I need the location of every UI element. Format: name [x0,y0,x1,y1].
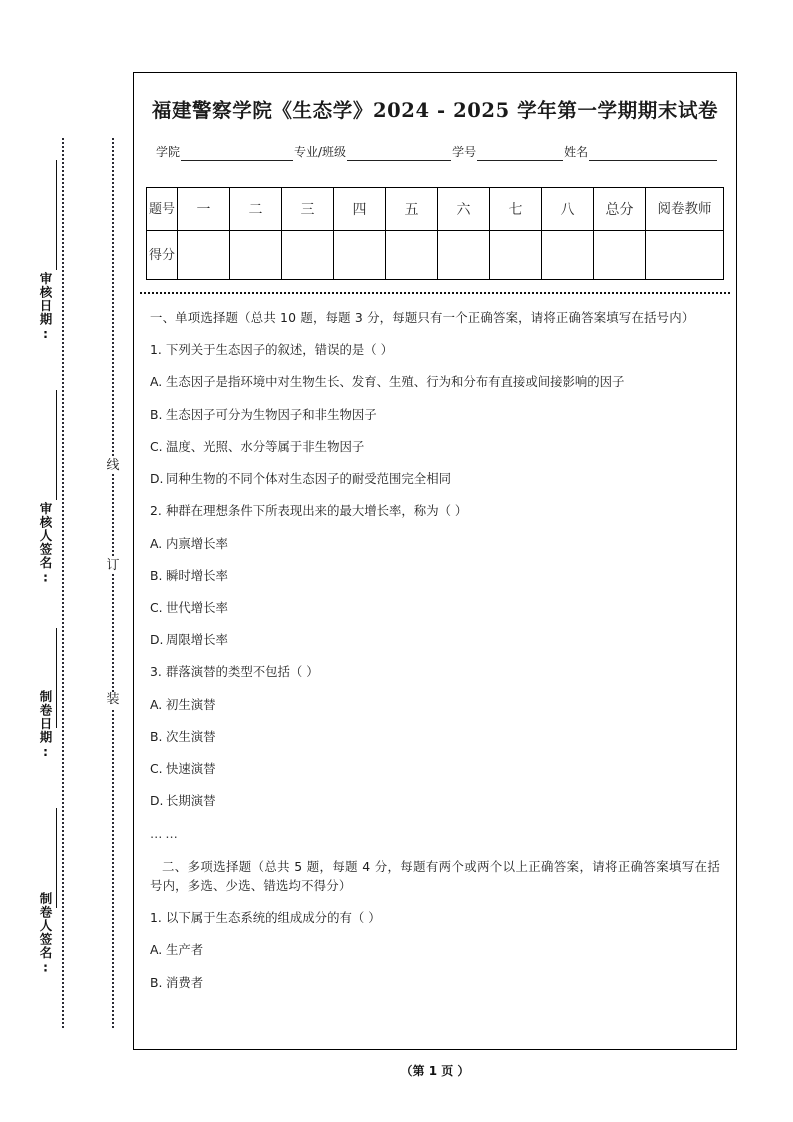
total-score-header: 总分 [594,188,646,231]
score-cell-6[interactable] [438,231,490,280]
college-input[interactable] [181,147,293,161]
score-table [146,187,724,280]
column-header-2: 二 [230,188,282,231]
option-text: 次生演替 [166,728,216,744]
option-2-1-a[interactable] [150,940,720,959]
option-key: A. [150,535,163,551]
option-key: D. [150,632,164,648]
option-key: C. [150,761,163,777]
option-key: B. [150,406,163,422]
option-text: 生态因子是指环境中对生物生长、发育、生殖、行为和分布有直接或间接影响的因子 [166,374,625,390]
score-cell-4[interactable] [334,231,386,280]
option-1-3-d[interactable] [150,791,720,810]
option-key: A. [150,374,163,390]
sealing-margin [0,0,133,1122]
margin-rule-3 [56,628,57,728]
score-cell-8[interactable] [542,231,594,280]
question-text: 群落演替的类型不包括（ ） [166,664,319,680]
question-number: 1. [150,342,162,358]
option-text: 周限增长率 [166,632,228,648]
question-number-header: 题号 [147,188,178,231]
option-1-2-b[interactable] [150,566,720,585]
score-cell-1[interactable] [178,231,230,280]
score-cell-5[interactable] [386,231,438,280]
column-header-4: 四 [334,188,386,231]
option-key: A. [150,696,163,712]
college-label: 学院 [156,145,181,159]
option-key: B. [150,728,163,744]
option-key: C. [150,438,163,454]
question-text: 种群在理想条件下所表现出来的最大增长率，称为（ ） [166,503,468,519]
option-text: 瞬时增长率 [166,567,228,583]
column-header-3: 三 [282,188,334,231]
option-key: D. [150,793,164,809]
option-1-1-b[interactable] [150,405,720,424]
option-text: 快速演替 [166,761,216,777]
option-1-3-a[interactable] [150,695,720,714]
question-number: 1. [150,910,162,926]
binding-char-seal: 装 [104,692,122,708]
margin-rule-2 [56,390,57,500]
question-text: 以下属于生态系统的组成成分的有（ ） [166,910,381,926]
grader-cell[interactable] [646,231,724,280]
grader-header: 阅卷教师 [646,188,724,231]
option-text: 初生演替 [166,696,216,712]
option-key: A. [150,942,163,958]
section-heading-2: 二、多项选择题（总共 5 题，每题 4 分，每题有两个或两个以上正确答案，请将正确答案填写在括号内，多选、少选、错选均不得分） [150,858,720,893]
major-class-label: 专业/班级 [294,145,347,159]
student-id-label: 学号 [452,145,477,159]
column-header-8: 八 [542,188,594,231]
page-footer: （第 1 页 ） [400,1064,470,1078]
exam-content [150,308,720,992]
option-text: 生态因子可分为生物因子和非生物因子 [166,406,377,422]
column-header-6: 六 [438,188,490,231]
margin-rule-1 [56,160,57,270]
option-text: 消费者 [166,974,204,990]
name-input[interactable] [589,147,717,161]
question-number: 2. [150,503,162,519]
option-1-2-d[interactable] [150,630,720,649]
column-header-5: 五 [386,188,438,231]
option-1-2-c[interactable] [150,598,720,617]
question-1-2 [150,501,720,520]
question-1-1 [150,340,720,359]
column-header-7: 七 [490,188,542,231]
option-text: 温度、光照、水分等属于非生物因子 [166,438,365,454]
option-2-1-b[interactable] [150,973,720,992]
question-text: 下列关于生态因子的叙述，错误的是（ ） [166,342,393,358]
option-text: 内禀增长率 [166,535,228,551]
option-1-1-a[interactable] [150,372,720,391]
student-info-line [156,143,718,161]
option-text: 世代增长率 [166,599,228,615]
total-score-cell[interactable] [594,231,646,280]
score-table-header-row [147,188,724,231]
question-1-3 [150,662,720,681]
page-title: 福建警察学院《生态学》2024 - 2025 学年第一学期期末试卷 [151,99,719,122]
option-1-1-d[interactable] [150,469,720,488]
section-divider [140,292,730,294]
paper-maker-signature-label: 制卷人签名: [38,892,53,976]
score-cell-7[interactable] [490,231,542,280]
paper-date-label: 制卷日期: [38,690,53,760]
name-label: 姓名 [564,145,589,159]
exam-paper-frame [133,72,737,1050]
margin-rule-4 [56,808,57,908]
option-key: C. [150,599,163,615]
sealing-dashed-line-outer [62,138,64,1028]
option-text: 同种生物的不同个体对生态因子的耐受范围完全相同 [166,471,451,487]
reviewer-signature-label: 审核人签名: [38,502,53,586]
option-text: 长期演替 [166,793,216,809]
binding-char-line: 线 [104,458,122,474]
option-text: 生产者 [166,942,204,958]
question-number: 3. [150,664,162,680]
section-1-truncation-mark: …… [150,825,181,841]
major-class-input[interactable] [347,147,451,161]
option-1-3-b[interactable] [150,727,720,746]
score-table-value-row [147,231,724,280]
review-date-label: 审核日期: [38,272,53,342]
option-1-1-c[interactable] [150,437,720,456]
option-key: B. [150,974,163,990]
score-cell-2[interactable] [230,231,282,280]
column-header-1: 一 [178,188,230,231]
option-key: D. [150,471,164,487]
student-id-input[interactable] [477,147,563,161]
binding-char-bind: 订 [104,558,122,574]
option-1-2-a[interactable] [150,534,720,553]
option-1-3-c[interactable] [150,759,720,778]
question-2-1 [150,908,720,927]
score-row-header: 得分 [147,231,178,280]
section-heading-1: 一、单项选择题（总共 10 题，每题 3 分，每题只有一个正确答案，请将正确答案填写在括号内） [150,310,695,325]
score-cell-3[interactable] [282,231,334,280]
sealing-dashed-line-inner [112,138,114,1028]
option-key: B. [150,567,163,583]
